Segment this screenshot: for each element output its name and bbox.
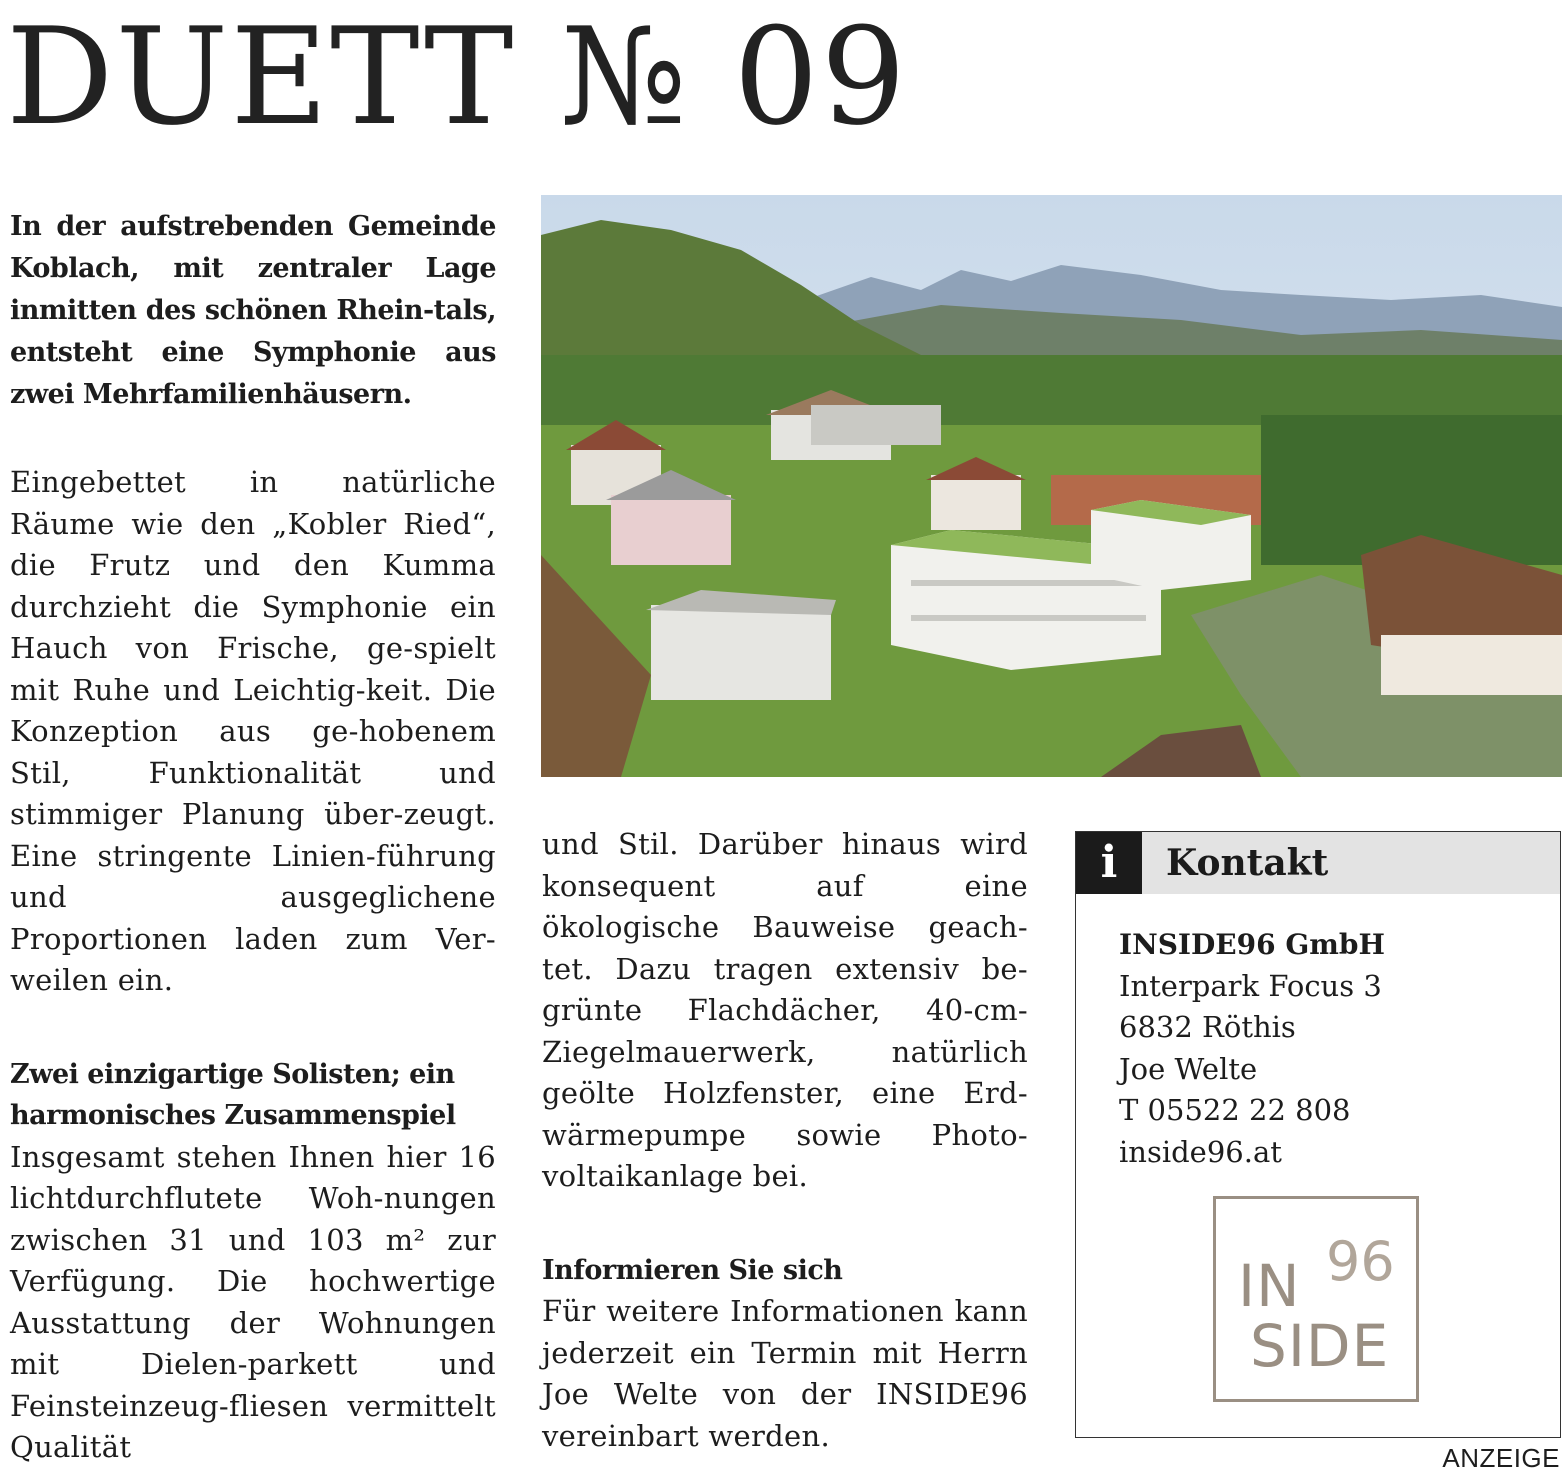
contact-heading: Kontakt: [1166, 842, 1329, 884]
logo-text-side: SIDE: [1250, 1312, 1390, 1380]
logo-text-in: IN: [1238, 1252, 1301, 1320]
body-paragraph-2b: und Stil. Darüber hinaus wird konsequent auf eine ökologische Bauweise geach-tet. Dazu tragen extensiv be-grünte Flachdächer, 40-cm-Ziegelmauerwerk, natürlich geölte Holzfenster, eine Erd-wärmepumpe sowie Photo-voltaikanlage bei.: [542, 827, 1028, 1193]
contact-box: [1075, 831, 1561, 1438]
street-address: Interpark Focus 3: [1119, 968, 1382, 1003]
website-link[interactable]: inside96.at: [1119, 1134, 1282, 1169]
company-name: INSIDE96 GmbH: [1119, 928, 1385, 961]
tree-line: [541, 355, 1562, 425]
contact-person: Joe Welte: [1119, 1051, 1258, 1086]
aerial-photo: [541, 195, 1562, 777]
new-building-b: [1091, 500, 1251, 590]
info-icon: i: [1076, 832, 1142, 894]
body-paragraph-3: Für weitere Informationen kann jederzeit ein Termin mit Herrn Joe Welte von der INSIDE96 vereinbart werden.: [542, 1294, 1028, 1453]
body-paragraph-1: Eingebettet in natürliche Räume wie den „Kobler Ried“, die Frutz und den Kumma durchzieht die Symphonie ein Hauch von Frische, ge-spielt mit Ruhe und Leichtig-keit. Die Konzeption aus ge-hobenem Stil, Funktionalität und stimmiger Planung über-zeugt. Eine stringente Linien-führung und ausgeglichene Proportionen laden zum Ver-weilen ein.: [10, 465, 496, 997]
lead-paragraph: In der aufstrebenden Gemeinde Koblach, mit zentraler Lage inmitten des schönen Rhein-tals, entsteht eine Symphonie aus zwei Mehrfamilienhäusern.: [10, 211, 496, 410]
text-column-middle: [542, 824, 1028, 1457]
advertisement-label: ANZEIGE: [1442, 1443, 1560, 1473]
inside96-logo: [1213, 1196, 1419, 1402]
white-house-foreground: [646, 590, 836, 700]
body-paragraph-2a: Insgesamt stehen Ihnen hier 16 lichtdurchflutete Woh-nungen zwischen 31 und 103 m² zur Verfügung. Die hochwertige Ausstattung der Wohnungen mit Dielen-parkett und Feinsteinzeug-fliesen vermittelt Qualität: [10, 1139, 496, 1464]
text-column-left: [10, 206, 496, 1469]
postal-city: 6832 Röthis: [1119, 1010, 1296, 1044]
contact-details: [1119, 924, 1385, 1173]
contact-header: [1076, 832, 1560, 894]
subheading-informieren: Informieren Sie sich: [542, 1254, 843, 1286]
phone-number[interactable]: T 05522 22 808: [1119, 1093, 1351, 1127]
logo-text-96: 96: [1326, 1230, 1395, 1293]
article-title: DUETT № 09: [6, 0, 908, 155]
subheading-solisten: Zwei einzigartige Solisten; ein harmonisches Zusammenspiel: [10, 1058, 456, 1131]
